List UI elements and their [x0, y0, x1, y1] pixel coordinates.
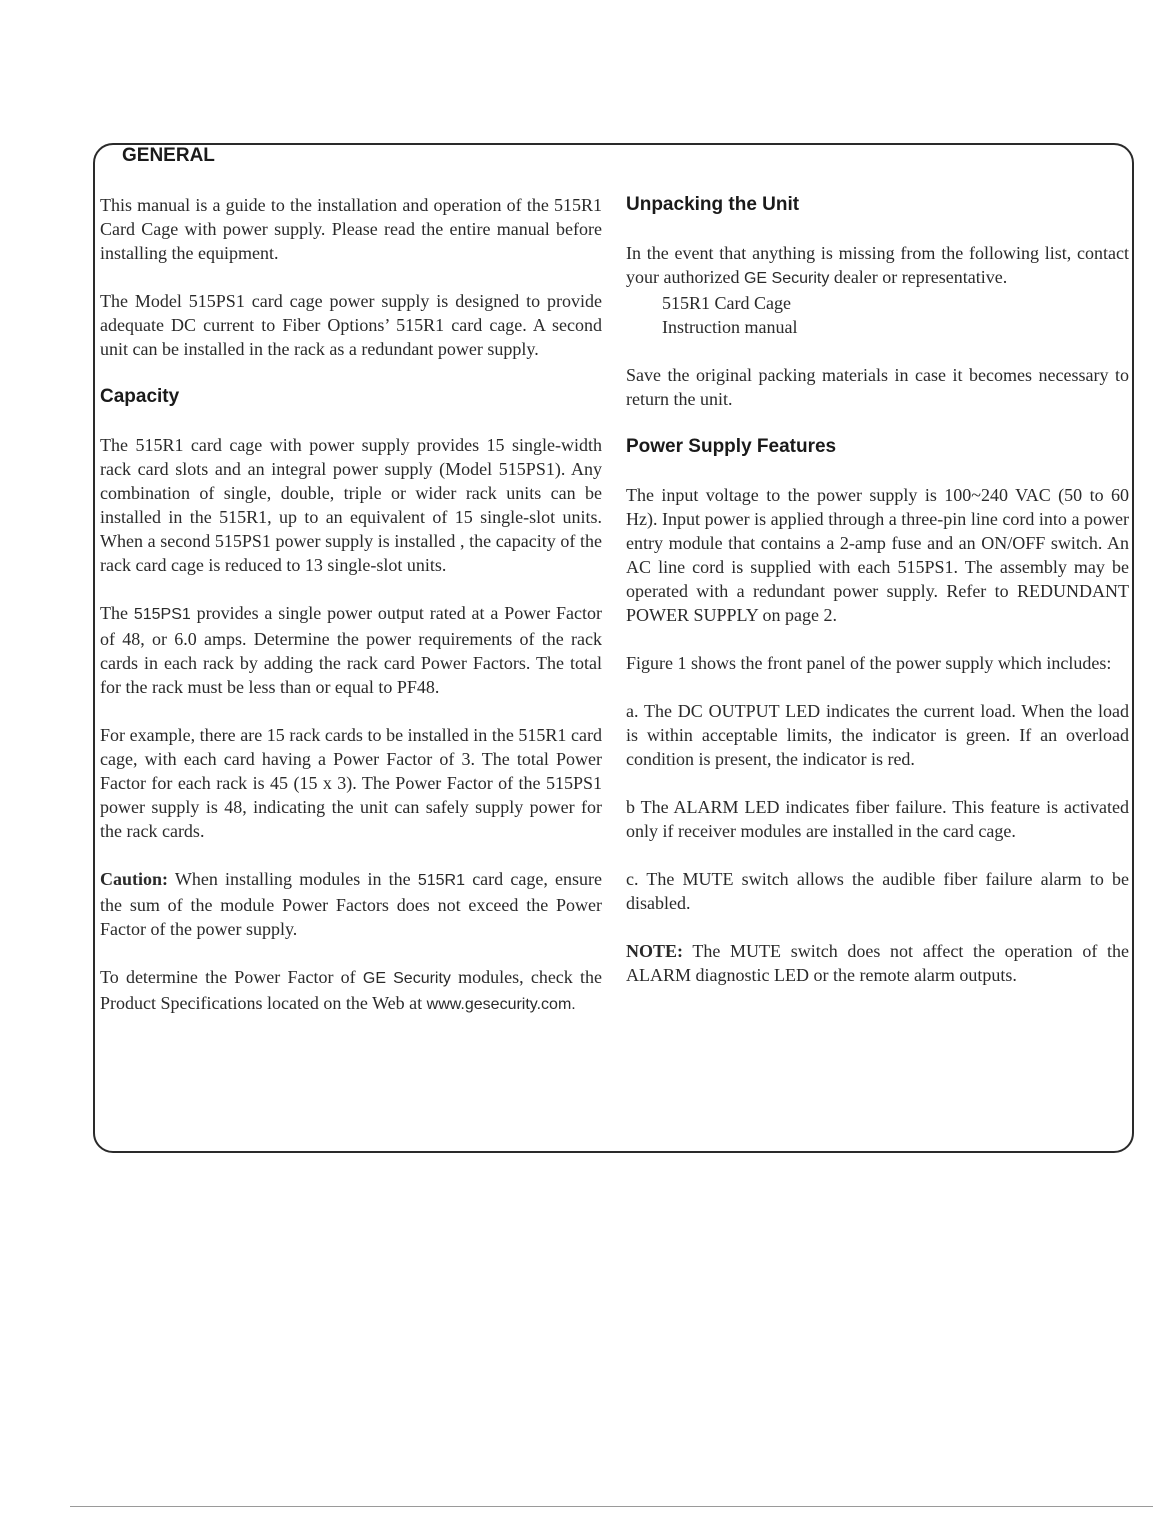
item-b-paragraph: b The ALARM LED indicates fiber failure. This feature is activated only if receiver modules are installed in the card cage.	[626, 797, 1129, 841]
website-link[interactable]: www.gesecurity.com.	[426, 996, 576, 1013]
capacity-heading: Capacity	[100, 386, 180, 407]
item-c-paragraph: c. The MUTE switch allows the audible fiber failure alarm to be disabled.	[626, 869, 1129, 913]
brand-ge-security: GE Security	[362, 970, 451, 987]
intro-paragraph-2: The Model 515PS1 card cage power supply is designed to provide adequate DC current to Fiber Options’ 515R1 card cage. A second unit can be installed in the rack as a redundant power supply.	[100, 291, 602, 359]
item-a-paragraph: a. The DC OUTPUT LED indicates the current load. When the load is within acceptable limits, the indicator is green. If an overload condition is present, the indicator is red.	[626, 701, 1129, 769]
section-title: GENERAL	[118, 145, 219, 167]
capacity-paragraph-1: The 515R1 card cage with power supply provides 15 single-width rack card slots and an integral power supply (Model 515PS1). Any combination of single, double, triple or wider rack units can be installed in the 515R1, up to an equivalent of 15 single-slot units. When a second 515PS1 power supply is installed , the capacity of the rack card cage is reduced to 13 single-slot units.	[100, 435, 602, 575]
note-label: NOTE:	[626, 941, 684, 961]
features-paragraph-1: The input voltage to the power supply is 100~240 VAC (50 to 60 Hz). Input power is applied through a three-pin line cord into a power entry module that contains a 2-amp fuse and an ON/OFF switch. An AC line cord is supplied with each 515PS1. The assembly may be operated with a redundant power supply. Refer to REDUNDANT POWER SUPPLY on page 2.	[626, 485, 1129, 625]
model-515r1: 515R1	[417, 872, 465, 889]
determine-before: To determine the Power Factor of	[100, 967, 363, 987]
save-paragraph: Save the original packing materials in case it becomes necessary to return the unit.	[626, 365, 1129, 409]
unpacking-heading: Unpacking the Unit	[626, 194, 800, 215]
unpacking-paragraph	[626, 241, 1129, 291]
intro-paragraph-1: This manual is a guide to the installation and operation of the 515R1 Card Cage with power supply. Please read the entire manual before installing the equipment.	[100, 195, 602, 263]
list-item: Instruction manual	[662, 317, 798, 337]
caution-paragraph	[100, 867, 602, 941]
model-515ps1: 515PS1	[133, 606, 191, 623]
caution-label: Caution:	[100, 869, 169, 889]
unpacking-after: dealer or representative.	[829, 267, 1008, 287]
footer-rule	[70, 1506, 1153, 1507]
capacity-p2-before: The	[100, 603, 134, 623]
caution-after: card cage, ensure the sum of the module Power Factors does not exceed the Power Factor of the power supply.	[100, 869, 603, 939]
package-contents-list	[626, 291, 1129, 339]
right-column	[626, 193, 1129, 1011]
capacity-paragraph-3: For example, there are 15 rack cards to be installed in the 515R1 card cage, with each card having a Power Factor of 3. The total Power Factor for each rack is 45 (15 x 3). The Power Factor of the 515PS1 power supply is 48, indicating the unit can safely supply power for the rack cards.	[100, 725, 602, 841]
brand-ge-security-2: GE Security	[743, 270, 830, 287]
determine-paragraph	[100, 965, 602, 1017]
capacity-paragraph-2	[100, 601, 602, 699]
note-paragraph	[626, 939, 1129, 987]
capacity-p2-after: provides a single power output rated at a Power Factor of 48, or 6.0 amps. Determine the power requirements of the rack cards in each rack by adding the rack card Power Factors. The total for the rack must be less than or equal to PF48.	[100, 603, 603, 697]
features-paragraph-2: Figure 1 shows the front panel of the power supply which includes:	[626, 653, 1112, 673]
features-heading: Power Supply Features	[626, 436, 837, 457]
list-item: 515R1 Card Cage	[662, 293, 791, 313]
left-column	[100, 193, 602, 1041]
note-text: The MUTE switch does not affect the operation of the ALARM diagnostic LED or the remote alarm outputs.	[626, 941, 1129, 985]
unpacking-before: In the event that anything is missing from the following list, contact your authorized	[626, 243, 1129, 287]
caution-before: When installing modules in the	[168, 869, 418, 889]
determine-after: modules, check the Product Specifications located on the Web at	[100, 967, 602, 1013]
